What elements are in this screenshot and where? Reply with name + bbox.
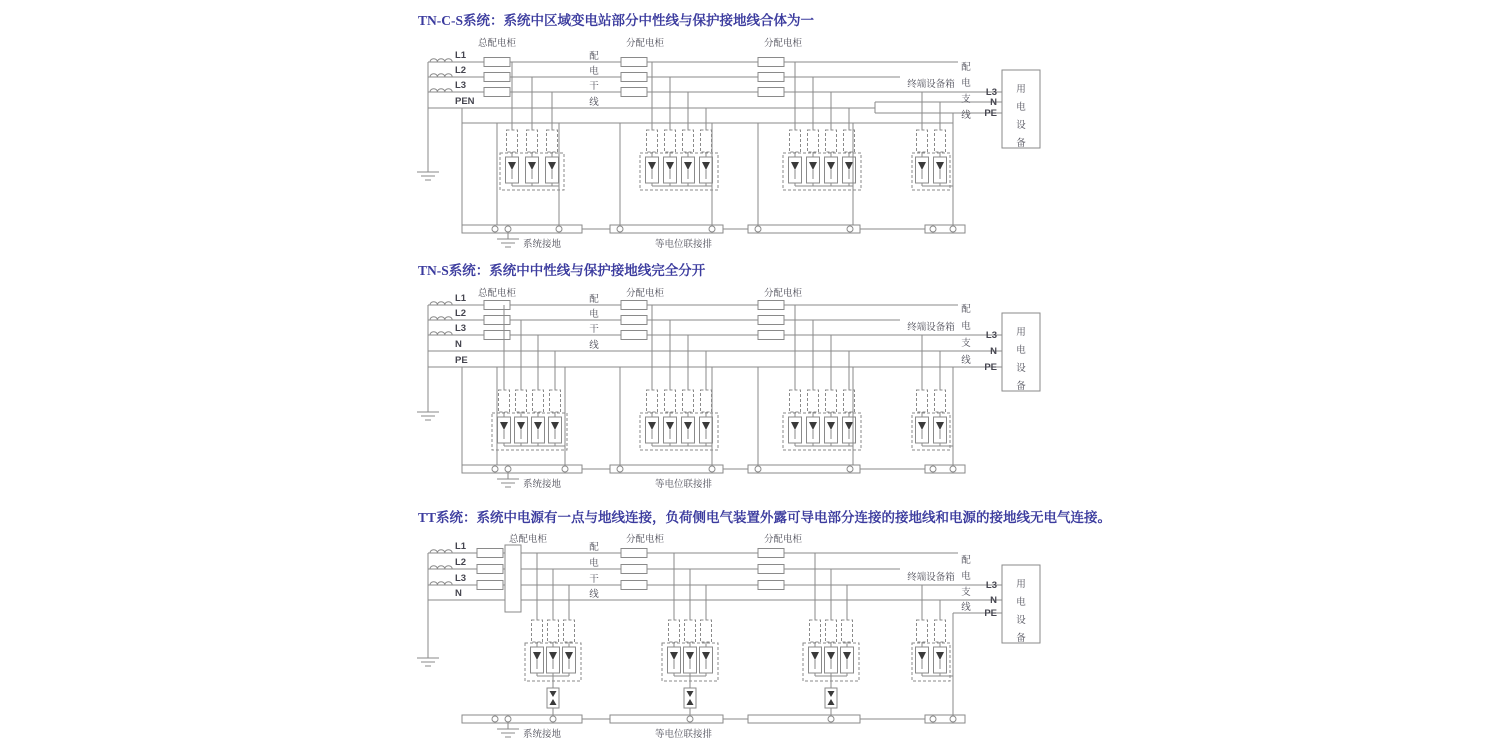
- branch-label-char: 支: [961, 94, 971, 105]
- wire-label-L3: L3: [455, 323, 467, 334]
- fuse: [477, 581, 503, 590]
- bus-terminal: [492, 226, 498, 232]
- bus-terminal: [709, 226, 715, 232]
- bus-terminal: [950, 466, 956, 472]
- trunk-label-char: 配: [589, 294, 599, 305]
- fuse: [550, 390, 561, 412]
- spd-arrester-icon: [916, 157, 929, 183]
- spd-arrester-icon: [934, 647, 947, 673]
- dist-cabinet2-label: 分配电柜: [763, 38, 803, 49]
- branch-label-char: 线: [961, 110, 971, 121]
- wire-label-L2: L2: [455, 65, 467, 76]
- equipment-label-char: 用: [1016, 579, 1026, 590]
- equipment-label-char: 备: [1016, 381, 1026, 392]
- spd-arrester-icon: [532, 417, 545, 443]
- main-cabinet-busbar: [505, 545, 521, 612]
- fuse: [621, 73, 647, 82]
- spd-arrester-icon: [825, 647, 838, 673]
- equipment-label-char: 电: [1016, 597, 1026, 608]
- dist-cabinet1-label: 分配电柜: [625, 534, 665, 545]
- spd-arrester-icon: [934, 157, 947, 183]
- terminal-box-label: 终端设备箱: [907, 322, 955, 333]
- spd-arrester-icon: [841, 647, 854, 673]
- fuse: [935, 130, 946, 152]
- spd-arrester-icon: [825, 417, 838, 443]
- tns-diagram: [417, 287, 1040, 490]
- branch-label-char: 支: [961, 338, 971, 349]
- fuse: [790, 390, 801, 412]
- spd-arrester-icon: [789, 417, 802, 443]
- bus-terminal: [950, 226, 956, 232]
- terminal-box-label: 终端设备箱: [907, 79, 955, 90]
- trunk-label-char: 干: [589, 574, 599, 585]
- spd-arrester-icon: [807, 157, 820, 183]
- bus-terminal: [755, 226, 761, 232]
- fuse: [758, 549, 784, 558]
- spd-arrester-icon: [682, 417, 695, 443]
- branch-label-char: 支: [961, 587, 971, 598]
- bus-terminal: [617, 226, 623, 232]
- fuse: [808, 390, 819, 412]
- trunk-label-char: 线: [589, 97, 599, 108]
- fuse: [758, 331, 784, 340]
- spd-arrester-icon: [515, 417, 528, 443]
- bus-terminal: [930, 226, 936, 232]
- spd-arrester-icon: [682, 157, 695, 183]
- system-ground-label: 系统接地: [523, 239, 562, 250]
- main-cabinet-label: 总配电柜: [477, 38, 517, 49]
- fuse: [665, 390, 676, 412]
- tt-title: TT系统：系统中电源有一点与地线连接，负荷侧电气装置外露可导电部分连接的接地线和电源的接地线无电气连接。: [418, 510, 1112, 525]
- spd-arrester-icon: [549, 417, 562, 443]
- equipment-label-char: 备: [1016, 633, 1026, 644]
- system-ground-label: 系统接地: [523, 729, 562, 740]
- fuse: [532, 620, 543, 642]
- branch-label-char: 配: [961, 555, 971, 566]
- branch-label-char: 电: [961, 78, 971, 89]
- branch-wire-label-N: N: [990, 346, 997, 357]
- source-ground-icon: [417, 172, 439, 180]
- fuse: [917, 130, 928, 152]
- bus-terminal: [687, 716, 693, 722]
- branch-wire-label-N: N: [990, 97, 997, 108]
- equipment-label-char: 电: [1016, 345, 1026, 356]
- wire-label-L2: L2: [455, 308, 467, 319]
- branch-label-char: 配: [961, 62, 971, 73]
- bus-terminal: [492, 466, 498, 472]
- fuse: [758, 316, 784, 325]
- branch-wire-label-PE: PE: [984, 608, 997, 619]
- branch-wire-label-N: N: [990, 595, 997, 606]
- spd-arrester-icon: [700, 647, 713, 673]
- wire-label-L2: L2: [455, 557, 467, 568]
- spark-gap-icon: [684, 688, 696, 708]
- fuse: [758, 88, 784, 97]
- fuse: [647, 130, 658, 152]
- trunk-label-char: 配: [589, 51, 599, 62]
- wire-label-L1: L1: [455, 50, 467, 61]
- trunk-label-char: 电: [589, 66, 599, 77]
- fuse: [685, 620, 696, 642]
- fuse: [621, 301, 647, 310]
- spd-arrester-icon: [531, 647, 544, 673]
- system-ground-label: 系统接地: [523, 479, 562, 490]
- fuse: [701, 390, 712, 412]
- equipotential-bus-segment: [610, 465, 723, 473]
- fuse: [477, 565, 503, 574]
- bus-terminal: [562, 466, 568, 472]
- spark-gap-icon: [825, 688, 837, 708]
- fuse: [564, 620, 575, 642]
- fuse: [808, 130, 819, 152]
- fuse: [758, 301, 784, 310]
- bus-terminal: [930, 466, 936, 472]
- bus-terminal: [505, 466, 511, 472]
- fuse: [621, 331, 647, 340]
- fuse: [647, 390, 658, 412]
- fuse: [935, 620, 946, 642]
- fuse: [499, 390, 510, 412]
- bus-terminal: [709, 466, 715, 472]
- tt-diagram: [417, 533, 1040, 740]
- equipotential-bar-label: 等电位联接排: [655, 479, 713, 490]
- bus-terminal: [950, 716, 956, 722]
- trunk-label-char: 线: [589, 340, 599, 351]
- fuse: [527, 130, 538, 152]
- spd-arrester-icon: [547, 647, 560, 673]
- tncs-diagram: [417, 37, 1040, 250]
- fuse: [621, 581, 647, 590]
- wire-label-N: N: [455, 339, 462, 350]
- fuse: [621, 549, 647, 558]
- system-ground-icon: [497, 239, 519, 247]
- spd-arrester-icon: [664, 417, 677, 443]
- terminal-box-label: 终端设备箱: [907, 572, 955, 583]
- dist-cabinet2-label: 分配电柜: [763, 288, 803, 299]
- bus-terminal: [505, 716, 511, 722]
- spd-arrester-icon: [843, 157, 856, 183]
- trunk-label-char: 干: [589, 81, 599, 92]
- spd-arrester-icon: [668, 647, 681, 673]
- trunk-label-char: 干: [589, 324, 599, 335]
- equipotential-bar-label: 等电位联接排: [655, 239, 713, 250]
- fuse: [669, 620, 680, 642]
- fuse: [701, 130, 712, 152]
- trunk-label-char: 配: [589, 542, 599, 553]
- fuse: [507, 130, 518, 152]
- equipotential-bar-label: 等电位联接排: [655, 729, 713, 740]
- fuse: [621, 88, 647, 97]
- equipotential-bus-segment: [748, 225, 860, 233]
- equipment-label-char: 设: [1016, 615, 1026, 626]
- fuse: [484, 58, 510, 67]
- bus-terminal: [556, 226, 562, 232]
- spd-arrester-icon: [506, 157, 519, 183]
- spd-arrester-icon: [546, 157, 559, 183]
- wire-label-L1: L1: [455, 541, 467, 552]
- wire-label-L3: L3: [455, 573, 467, 584]
- fuse: [621, 58, 647, 67]
- equipotential-bus-segment: [748, 715, 860, 723]
- trunk-label-char: 电: [589, 309, 599, 320]
- spd-arrester-icon: [664, 157, 677, 183]
- fuse: [826, 620, 837, 642]
- spd-arrester-icon: [825, 157, 838, 183]
- equipotential-bus-segment: [748, 465, 860, 473]
- equipotential-bus-segment: [462, 225, 582, 233]
- spd-arrester-icon: [498, 417, 511, 443]
- equipment-label-char: 用: [1016, 84, 1026, 95]
- spd-arrester-icon: [646, 417, 659, 443]
- bus-terminal: [755, 466, 761, 472]
- fuse: [758, 73, 784, 82]
- fuse: [621, 316, 647, 325]
- branch-label-char: 线: [961, 602, 971, 613]
- branch-wire-label-L3: L3: [985, 330, 997, 341]
- fuse: [826, 390, 837, 412]
- fuse: [683, 390, 694, 412]
- branch-label-char: 线: [961, 355, 971, 366]
- fuse: [842, 620, 853, 642]
- main-cabinet-label: 总配电柜: [508, 534, 548, 545]
- fuse: [621, 565, 647, 574]
- trunk-label-char: 线: [589, 589, 599, 600]
- fuse: [548, 620, 559, 642]
- spd-arrester-icon: [807, 417, 820, 443]
- equipment-label-char: 电: [1016, 102, 1026, 113]
- wire-label-L1: L1: [455, 293, 467, 304]
- equipment-label-char: 设: [1016, 363, 1026, 374]
- equipment-label-char: 备: [1016, 138, 1026, 149]
- spd-arrester-icon: [646, 157, 659, 183]
- bus-terminal: [828, 716, 834, 722]
- bus-terminal: [505, 226, 511, 232]
- fuse: [917, 390, 928, 412]
- equipotential-bus-segment: [610, 715, 723, 723]
- fuse: [826, 130, 837, 152]
- equipment-label-char: 用: [1016, 327, 1026, 338]
- source-ground-icon: [417, 412, 439, 420]
- fuse: [484, 316, 510, 325]
- fuse: [484, 88, 510, 97]
- equipotential-bus-segment: [610, 225, 723, 233]
- fuse: [683, 130, 694, 152]
- fuse: [547, 130, 558, 152]
- spd-arrester-icon: [700, 157, 713, 183]
- fuse: [484, 73, 510, 82]
- branch-wire-label-L3: L3: [985, 87, 997, 98]
- branch-label-char: 配: [961, 304, 971, 315]
- spd-arrester-icon: [843, 417, 856, 443]
- dist-cabinet1-label: 分配电柜: [625, 288, 665, 299]
- source-ground-icon: [417, 658, 439, 666]
- bus-terminal: [930, 716, 936, 722]
- tns-title: TN-S系统：系统中中性线与保护接地线完全分开: [418, 263, 706, 278]
- branch-wire-label-PE: PE: [984, 108, 997, 119]
- trunk-label-char: 电: [589, 558, 599, 569]
- bus-terminal: [550, 716, 556, 722]
- fuse: [758, 58, 784, 67]
- equipotential-bus-segment: [462, 715, 582, 723]
- branch-label-char: 电: [961, 571, 971, 582]
- fuse: [701, 620, 712, 642]
- bus-terminal: [492, 716, 498, 722]
- spd-arrester-icon: [809, 647, 822, 673]
- fuse: [477, 549, 503, 558]
- spd-arrester-icon: [789, 157, 802, 183]
- dist-cabinet2-label: 分配电柜: [763, 534, 803, 545]
- equipment-label-char: 设: [1016, 120, 1026, 131]
- bus-terminal: [617, 466, 623, 472]
- fuse: [484, 331, 510, 340]
- spd-arrester-icon: [684, 647, 697, 673]
- spd-arrester-icon: [700, 417, 713, 443]
- fuse: [665, 130, 676, 152]
- main-cabinet-label: 总配电柜: [477, 288, 517, 299]
- fuse: [758, 581, 784, 590]
- branch-wire-label-PE: PE: [984, 362, 997, 373]
- wire-label-PEN: PEN: [455, 96, 475, 107]
- spd-arrester-icon: [563, 647, 576, 673]
- branch-label-char: 电: [961, 321, 971, 332]
- dist-cabinet1-label: 分配电柜: [625, 38, 665, 49]
- fuse: [790, 130, 801, 152]
- spd-arrester-icon: [526, 157, 539, 183]
- fuse: [935, 390, 946, 412]
- bus-terminal: [847, 226, 853, 232]
- fuse: [484, 301, 510, 310]
- spd-arrester-icon: [916, 417, 929, 443]
- fuse: [810, 620, 821, 642]
- system-ground-icon: [497, 729, 519, 737]
- wire-label-L3: L3: [455, 80, 467, 91]
- spd-arrester-icon: [916, 647, 929, 673]
- wire-label-PE: PE: [455, 355, 468, 366]
- fuse: [516, 390, 527, 412]
- fuse: [533, 390, 544, 412]
- system-ground-icon: [497, 479, 519, 487]
- wire-label-N: N: [455, 588, 462, 599]
- bus-terminal: [847, 466, 853, 472]
- spd-arrester-icon: [934, 417, 947, 443]
- tncs-title: TN-C-S系统：系统中区域变电站部分中性线与保护接地线合体为一: [418, 13, 815, 28]
- fuse: [917, 620, 928, 642]
- spark-gap-icon: [547, 688, 559, 708]
- branch-wire-label-L3: L3: [985, 580, 997, 591]
- fuse: [758, 565, 784, 574]
